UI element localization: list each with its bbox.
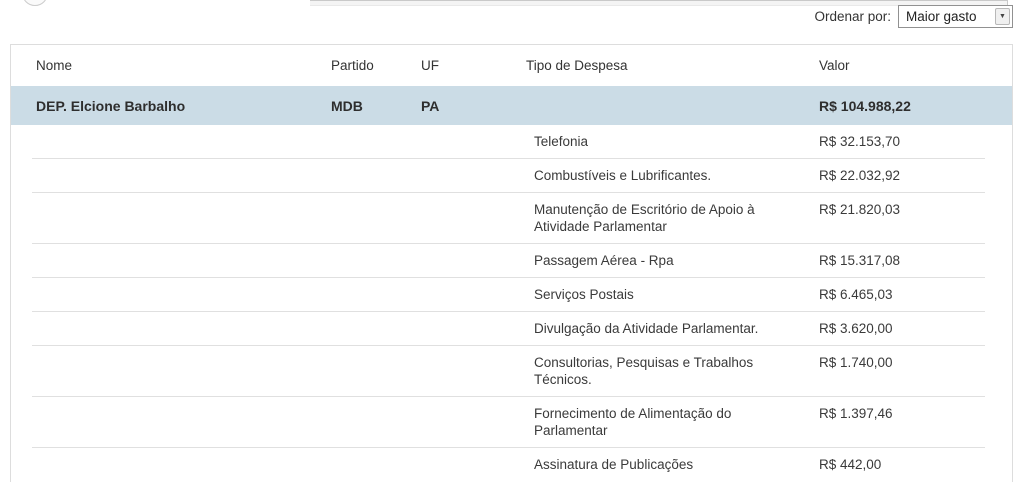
expense-value-cell: R$ 15.317,08 <box>819 253 901 268</box>
row-spacer <box>32 167 534 184</box>
expense-value-cell: R$ 1.740,00 <box>819 355 893 370</box>
table-header-row <box>11 45 1012 86</box>
expense-value-cell: R$ 6.465,03 <box>819 287 893 302</box>
expense-row <box>32 243 985 277</box>
sort-select-value: Maior gasto <box>906 8 977 24</box>
expense-row <box>32 396 985 447</box>
partial-circle-icon <box>22 0 48 6</box>
deputy-row[interactable] <box>11 86 1012 125</box>
header-nome: Nome <box>36 58 73 73</box>
expense-row <box>32 192 985 243</box>
header-tipo: Tipo de Despesa <box>526 58 628 73</box>
row-spacer <box>32 133 534 150</box>
row-spacer <box>32 320 534 337</box>
expense-row <box>32 277 985 311</box>
row-spacer <box>32 354 534 388</box>
deputy-uf: PA <box>421 97 440 114</box>
header-partido: Partido <box>331 58 374 73</box>
expense-value-cell: R$ 3.620,00 <box>819 321 893 336</box>
expense-type-cell: Fornecimento de Alimentação do Parlamentar <box>534 406 732 438</box>
sort-label: Ordenar por: <box>814 8 891 24</box>
expense-value-cell: R$ 32.153,70 <box>819 134 901 149</box>
deputy-total-value: R$ 104.988,22 <box>819 97 911 114</box>
chevron-down-icon[interactable]: ▼ <box>995 8 1010 25</box>
expense-value-cell: R$ 21.820,03 <box>819 202 901 217</box>
row-spacer <box>32 252 534 269</box>
expense-row <box>32 125 985 158</box>
header-uf: UF <box>421 58 439 73</box>
expense-row <box>32 158 985 192</box>
expense-type-cell: Consultorias, Pesquisas e Trabalhos Técnicos. <box>534 355 754 387</box>
expense-type-cell: Assinatura de Publicações <box>534 457 694 472</box>
row-spacer <box>32 201 534 235</box>
deputy-name: DEP. Elcione Barbalho <box>36 97 186 114</box>
expense-row <box>32 311 985 345</box>
expense-value-cell: R$ 22.032,92 <box>819 168 901 183</box>
expenses-table <box>10 44 1013 482</box>
expense-row <box>32 345 985 396</box>
expense-type-cell: Serviços Postais <box>534 287 634 302</box>
expense-type-cell: Manutenção de Escritório de Apoio à Atividade Parlamentar <box>534 202 755 234</box>
deputy-party: MDB <box>331 97 363 114</box>
sort-toolbar <box>814 4 1013 28</box>
expense-type-cell: Passagem Aérea - Rpa <box>534 253 674 268</box>
row-spacer <box>32 286 534 303</box>
expense-value-cell: R$ 1.397,46 <box>819 406 893 421</box>
expense-value-cell: R$ 442,00 <box>819 457 882 472</box>
row-spacer <box>32 456 534 473</box>
header-valor: Valor <box>819 58 850 73</box>
expense-type-cell: Combustíveis e Lubrificantes. <box>534 168 712 183</box>
sort-select[interactable] <box>898 5 1013 28</box>
row-spacer <box>32 405 534 439</box>
expense-row <box>32 447 985 482</box>
expense-type-cell: Divulgação da Atividade Parlamentar. <box>534 321 759 336</box>
expense-type-cell: Telefonia <box>534 134 589 149</box>
